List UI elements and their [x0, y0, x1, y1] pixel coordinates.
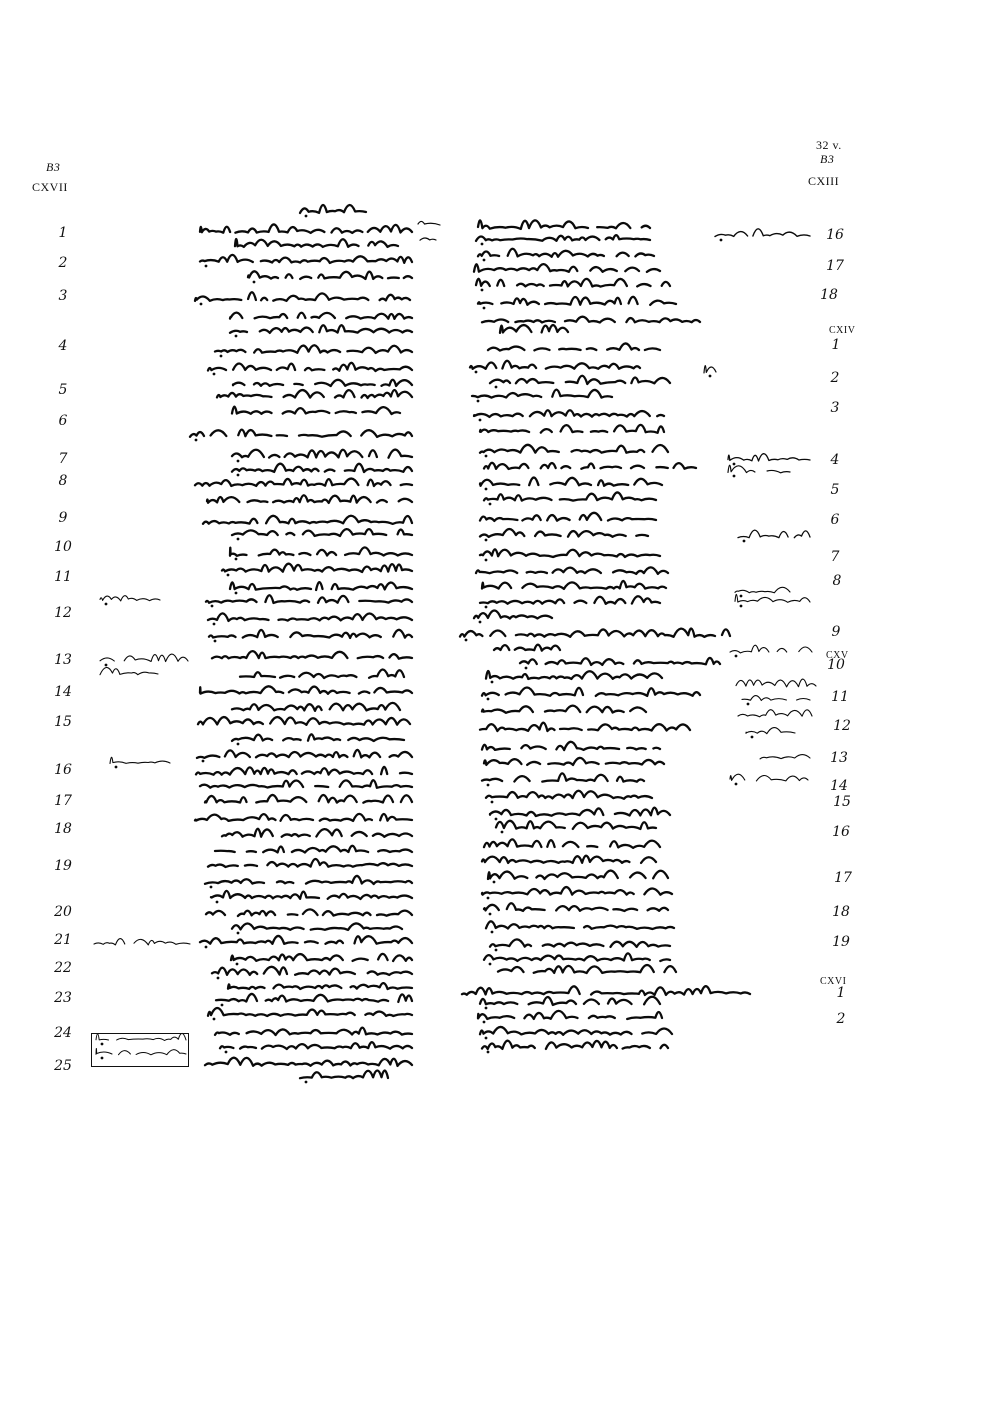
- script-dot: [740, 605, 743, 608]
- left-verse-number: 1: [58, 225, 68, 241]
- left-verse-number: 16: [54, 762, 72, 778]
- left-verse-number: 6: [58, 413, 68, 429]
- left-section-header: CXVII: [32, 180, 68, 194]
- script-line: [760, 755, 810, 759]
- left-verse-number: 5: [58, 382, 68, 398]
- right-verse-number: 1: [831, 337, 841, 353]
- right-verse-number: 15: [833, 794, 851, 810]
- script-line: [730, 774, 808, 781]
- right-section-header: CXIII: [808, 174, 840, 188]
- script-line: [738, 710, 812, 717]
- right-verse-number: 1: [836, 985, 846, 1001]
- left-verse-number: 17: [54, 793, 72, 809]
- script-dot: [115, 766, 118, 769]
- script-line: [418, 221, 440, 225]
- script-dot: [105, 603, 108, 606]
- right-verse-number: 19: [832, 934, 850, 950]
- right-verse-number: 16: [832, 824, 850, 840]
- right-verse-number: 17: [834, 870, 852, 886]
- left-verse-number: 9: [58, 510, 68, 526]
- left-verse-number: 10: [54, 539, 72, 555]
- left-verse-number: 21: [54, 932, 72, 948]
- right-verse-number: 17: [826, 258, 844, 274]
- left-verse-number: 12: [54, 605, 72, 621]
- script-line: [420, 238, 436, 240]
- script-line: [728, 465, 790, 473]
- script-line: [742, 696, 810, 701]
- left-verse-number: 11: [54, 569, 72, 585]
- script-line: [728, 454, 810, 461]
- script-dot: [733, 463, 736, 466]
- right-verse-number: 8: [832, 573, 842, 589]
- left-verse-number: 2: [58, 255, 68, 271]
- script-dot: [735, 655, 738, 658]
- right-verse-number: 14: [830, 778, 848, 794]
- folio-number: 32 v.: [816, 138, 842, 152]
- script-dot: [720, 239, 723, 242]
- left-verse-number: 14: [54, 684, 72, 700]
- right-verse-number: 6: [830, 512, 840, 528]
- left-verse-number: 13: [54, 652, 72, 668]
- script-line: [735, 594, 810, 602]
- left-verse-number: 25: [54, 1058, 72, 1074]
- right-section-cxiv: CXIV: [829, 325, 856, 336]
- right-verse-number: 3: [830, 400, 840, 416]
- script-line: [110, 757, 170, 763]
- script-line: [100, 667, 158, 674]
- right-section-cxv: CXV: [826, 650, 849, 661]
- left-verse-number: 20: [54, 904, 72, 920]
- script-line: [735, 587, 790, 593]
- left-verse-number: 4: [58, 338, 68, 354]
- script-line: [746, 728, 795, 734]
- right-verse-number: 18: [832, 904, 850, 920]
- left-verse-number: 23: [54, 990, 72, 1006]
- script-dot: [105, 664, 108, 667]
- script-dot: [740, 595, 743, 598]
- right-verse-number: 18: [820, 287, 838, 303]
- left-verse-number: 24: [54, 1025, 72, 1041]
- right-verse-number: 2: [836, 1011, 846, 1027]
- left-verse-number: 18: [54, 821, 72, 837]
- right-verse-number: 2: [830, 370, 840, 386]
- script-dot: [751, 736, 754, 739]
- script-dot: [735, 783, 738, 786]
- folio-sub-right: B3: [820, 152, 835, 166]
- right-section-cxvi: CXVI: [820, 976, 847, 987]
- right-verse-number: 11: [831, 689, 849, 705]
- script-dot: [743, 540, 746, 543]
- right-verse-number: 5: [830, 482, 840, 498]
- script-line: [738, 530, 810, 538]
- script-line: [730, 645, 812, 653]
- left-verse-number: 3: [58, 288, 68, 304]
- right-verse-number: 4: [830, 452, 840, 468]
- script-dot: [733, 475, 736, 478]
- left-verse-number: 7: [58, 451, 68, 467]
- boxed-marginal-note: [91, 1033, 189, 1067]
- script-line: [736, 679, 816, 687]
- right-verse-number: 10: [827, 657, 845, 673]
- script-dot: [709, 375, 712, 378]
- script-line: [100, 596, 160, 601]
- script-line: [94, 939, 190, 945]
- script-line: [704, 366, 716, 373]
- left-verse-number: 19: [54, 858, 72, 874]
- right-verse-number: 12: [833, 718, 851, 734]
- script-dot: [747, 703, 750, 706]
- script-line: [100, 654, 188, 662]
- left-verse-number: 8: [58, 473, 68, 489]
- script-line: [715, 229, 810, 237]
- right-verse-number: 13: [830, 750, 848, 766]
- right-verse-number: 9: [831, 624, 841, 640]
- right-verse-number: 7: [830, 549, 840, 565]
- right-verse-number: 16: [826, 227, 844, 243]
- folio-sub-left: B3: [46, 160, 61, 174]
- left-verse-number: 15: [54, 714, 72, 730]
- left-verse-number: 22: [54, 960, 72, 976]
